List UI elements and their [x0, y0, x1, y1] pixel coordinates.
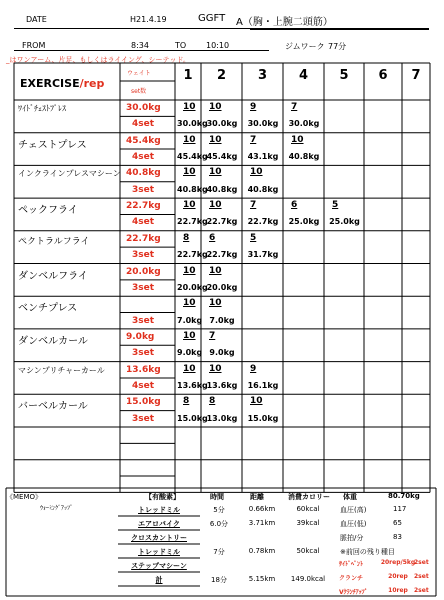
set-load: 40.8kg [177, 184, 208, 194]
exercise-sets: 3set [132, 282, 155, 293]
memo-measure-value: 83 [393, 533, 402, 541]
exercise-name: バーベルカール [18, 401, 88, 413]
memo-exercise-name: トレッドミル [138, 506, 180, 514]
memo-time: 7分 [213, 548, 225, 556]
set-reps: 10 [291, 134, 304, 145]
set-number-3: 3 [257, 68, 268, 83]
body-value: 80.70kg [388, 492, 420, 500]
set-reps: 10 [183, 363, 196, 374]
kcal-header: 消費カロリー [288, 493, 330, 501]
set-reps: 10 [209, 363, 222, 374]
set-load: 45.4kg [206, 152, 238, 162]
gymwork-value: 77分 [328, 42, 347, 51]
set-reps: 10 [209, 200, 222, 211]
exercise-sets: 4set [132, 119, 155, 130]
exercise-weight: 40.8kg [126, 168, 161, 179]
body-header: 体重 [343, 493, 357, 501]
memo-kcal: 50kcal [296, 547, 320, 555]
date-value: H21.4.19 [130, 15, 167, 24]
time-header: 時間 [210, 493, 224, 501]
set-load: 31.7kg [247, 250, 279, 260]
set-load: 22.7kg [177, 217, 208, 227]
exercise-name: チェストプレス [18, 139, 87, 151]
set-reps: 9 [250, 363, 257, 374]
memo-distance: 0.78km [248, 547, 276, 555]
exercise-name: ダンベルカール [18, 335, 88, 347]
set-number-2: 2 [216, 68, 227, 83]
from-value: 8:34 [131, 41, 149, 50]
set-load: 40.8kg [206, 184, 238, 194]
exercise-header [20, 77, 104, 90]
set-load: 15.0kg [177, 413, 208, 423]
set-load: 15.0kg [247, 413, 279, 423]
set-load: 22.7kg [177, 250, 208, 260]
set-load: 43.1kg [247, 152, 279, 162]
rep-header-text: /rep [79, 77, 105, 90]
exercise-name: マシンプリチャーカール [18, 365, 105, 375]
set-load: 7.0kg [177, 315, 203, 325]
exercise-weight: 13.6kg [126, 364, 161, 375]
exercise-sets: 3set [132, 413, 155, 424]
exercise-sets: 4set [132, 152, 155, 163]
exercise-name: ペックフライ [18, 205, 78, 217]
to-value: 10:10 [206, 41, 230, 50]
memo-kcal: 149.0kcal [290, 575, 326, 583]
set-reps: 8 [183, 396, 190, 407]
exercise-sets: 3set [132, 315, 155, 326]
exercise-name: ダンベルフライ [18, 270, 88, 282]
memo-distance: 3.71km [248, 519, 276, 527]
set-load: 22.7kg [247, 217, 279, 227]
weight-header: ウェイト [127, 70, 151, 77]
exercise-sets: 4set [132, 217, 155, 228]
set-reps: 10 [209, 102, 222, 112]
to-label: TO [175, 41, 187, 50]
remaining-name: Vｸﾗﾝﾁｱｯﾌﾟ [339, 589, 368, 596]
memo-distance: 5.15km [248, 575, 276, 583]
memo-exercise-name: トレッドミル [138, 548, 180, 556]
exercise-weight: 20.0kg [126, 266, 161, 277]
set-load: 22.7kg [206, 217, 238, 227]
set-load: 25.0kg [329, 217, 360, 227]
exercise-weight: 22.7kg [126, 233, 161, 244]
remaining-sets: 2set [414, 587, 429, 594]
set-load: 22.7kg [206, 250, 238, 260]
set-reps: 6 [209, 232, 216, 243]
set-reps: 5 [332, 200, 339, 211]
remaining-reps: 20rep/5kg [380, 559, 416, 566]
memo-kcal: 39kcal [296, 519, 320, 527]
set-reps: 10 [209, 167, 222, 178]
memo-distance: 0.66km [248, 505, 276, 513]
set-reps: 10 [209, 265, 222, 276]
memo-kcal: 60kcal [296, 505, 320, 513]
set-reps: 7 [250, 134, 257, 145]
set-load: 13.0kg [206, 413, 238, 423]
exercise-sets: 3set [132, 184, 155, 195]
set-load: 30.0kg [206, 119, 238, 129]
exercise-weight: 9.0kg [126, 331, 155, 342]
memo-label: 《MEMO》 [6, 493, 43, 501]
set-number-6: 6 [378, 68, 388, 83]
set-number-4: 4 [298, 68, 309, 83]
set-number-1: 1 [183, 68, 193, 83]
memo-measure-value: 65 [393, 519, 402, 527]
memo-exercise-name: エアロバイク [138, 520, 180, 528]
set-reps: 10 [183, 134, 196, 145]
program-code: GGFT [198, 13, 226, 24]
set-reps: 8 [209, 396, 216, 407]
remaining-reps: 20rep [388, 573, 408, 580]
set-load: 13.6kg [206, 380, 238, 390]
set-reps: 10 [250, 167, 263, 178]
memo-measure-label: 血圧(高) [340, 506, 367, 514]
set-load: 25.0kg [288, 217, 320, 227]
set-load: 30.0kg [177, 119, 208, 129]
set-number-7: 7 [411, 68, 421, 83]
exercise-name: ペクトラルフライ [18, 236, 90, 247]
set-reps: 5 [250, 232, 257, 243]
memo-time: 18分 [211, 576, 227, 584]
remaining-sets: 2set [414, 573, 429, 580]
aerobic-header: 【有酸素】 [145, 493, 180, 501]
set-load: 7.0kg [209, 315, 235, 325]
memo-exercise-name: ステップマシーン [131, 562, 187, 570]
set-load: 9.0kg [177, 348, 203, 358]
set-reps: 10 [183, 265, 196, 276]
exercise-name: ベンチプレス [18, 303, 78, 315]
program-name: A（胸・上腕二頭筋） [236, 17, 333, 28]
exercise-weight: 45.4kg [126, 135, 161, 146]
set-reps: 8 [183, 232, 190, 243]
set-reps: 9 [250, 102, 257, 112]
remaining-name: ｻｲﾄﾞﾍﾞﾝﾄ [339, 561, 364, 568]
header-note: _はワンアーム、片足、もしくはライイング、シーテッド。 [6, 56, 190, 64]
memo-time: 6.0分 [209, 520, 229, 528]
remaining-sets: 2set [414, 559, 429, 566]
set-load: 30.0kg [247, 119, 279, 129]
exercise-name: ﾜｲﾄﾞﾁｪｽﾄﾌﾟﾚｽ [18, 104, 66, 113]
set-load: 40.8kg [247, 184, 279, 194]
set-reps: 10 [250, 396, 263, 407]
set-reps: 10 [209, 298, 222, 309]
exercise-weight: 30.0kg [126, 103, 161, 113]
set-reps: 7 [250, 200, 257, 211]
memo-measure-label: ※前回の残り種目 [340, 548, 395, 556]
set-load: 16.1kg [247, 380, 279, 390]
set-reps: 10 [183, 330, 196, 341]
set-reps: 10 [183, 167, 196, 178]
remaining-name: クランチ [339, 575, 364, 582]
exercise-name: インクラインプレスマシーン [18, 169, 121, 179]
set-load: 20.0kg [206, 282, 238, 292]
memo-measure-label: 脈拍/分 [340, 534, 364, 542]
memo-measure-label: 血圧(低) [340, 520, 367, 528]
from-label: FROM [22, 41, 46, 50]
set-load: 45.4kg [177, 152, 208, 162]
set-reps: 10 [183, 102, 196, 112]
set-reps: 10 [183, 298, 196, 309]
exercise-header-text: EXERCISE [20, 77, 80, 90]
exercise-weight: 22.7kg [126, 201, 161, 212]
gymwork-label: ジムワーク [285, 42, 325, 51]
set-load: 30.0kg [288, 119, 320, 129]
set-reps: 7 [209, 330, 216, 341]
memo-exercise-name: 計 [155, 576, 163, 584]
exercise-sets: 3set [132, 250, 155, 261]
exercise-sets: 3set [132, 348, 155, 359]
set-load: 13.6kg [177, 380, 208, 390]
memo-time: 5分 [213, 506, 225, 514]
exercise-sets: 4set [132, 380, 155, 391]
distance-header: 距離 [250, 493, 264, 501]
remaining-reps: 10rep [388, 587, 408, 594]
set-reps: 10 [183, 200, 196, 211]
set-load: 40.8kg [288, 152, 320, 162]
set-load: 20.0kg [177, 282, 208, 292]
warmup-label: ｳｫｰﾐﾝｸﾞｱｯﾌﾟ [40, 505, 74, 512]
memo-measure-value: 117 [393, 505, 407, 513]
set-reps: 6 [291, 200, 298, 211]
memo-exercise-name: クロスカントリー [131, 534, 187, 542]
set-number-5: 5 [339, 68, 349, 83]
set-load: 9.0kg [209, 348, 235, 358]
set-reps: 10 [209, 134, 222, 145]
setcount-header: set数 [131, 88, 147, 95]
set-reps: 7 [291, 102, 298, 112]
exercise-weight: 15.0kg [126, 397, 161, 408]
date-label: DATE [26, 15, 47, 24]
